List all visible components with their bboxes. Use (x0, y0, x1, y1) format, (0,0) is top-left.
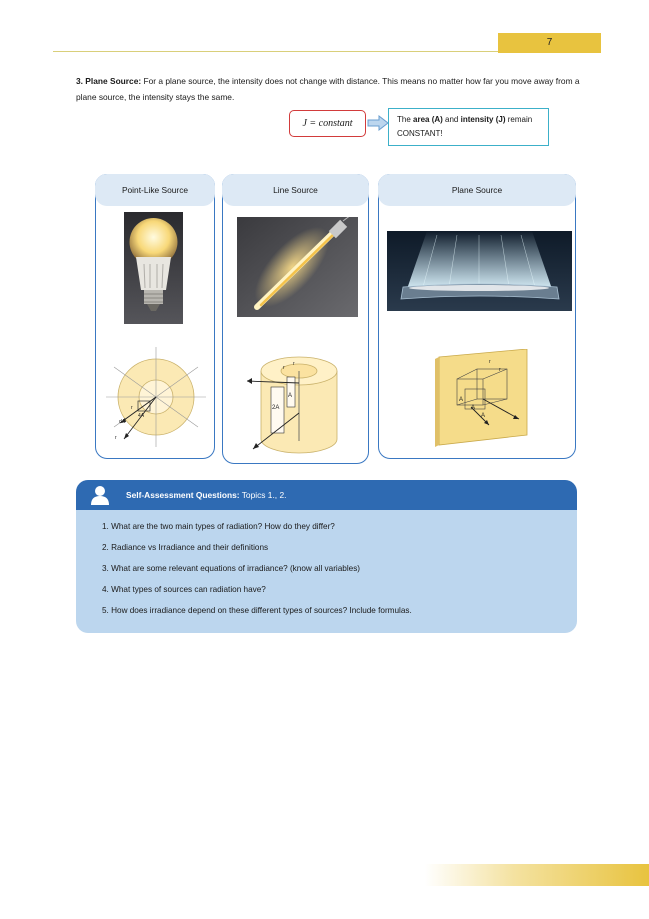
plane-label-A1: A (459, 397, 464, 403)
self-assessment-title: Self-Assessment Questions: (126, 490, 240, 500)
right-arrow-icon (367, 115, 389, 131)
point-label-4A: 4A (138, 413, 145, 419)
bottom-accent-bar (425, 864, 649, 886)
point-label-r: r (131, 405, 133, 411)
question-2: 2. Radiance vs Irradiance and their definitions (102, 543, 269, 552)
point-source-diagram (106, 347, 206, 452)
card-title-plane: Plane Source (378, 174, 576, 206)
card-line-source (222, 174, 369, 464)
line-label-r1: r (283, 365, 285, 371)
self-assessment-topics: Topics 1., 2. (239, 490, 287, 500)
result-text-3: remain CONSTANT! (397, 115, 533, 138)
intro-label: 3. Plane Source: (76, 76, 142, 86)
line-source-diagram (237, 351, 357, 457)
line-label-2A: 2A (272, 405, 280, 411)
plane-label-A2: A (471, 405, 476, 411)
plane-source-diagram (431, 349, 535, 449)
page-number: 7 (498, 33, 601, 53)
result-intensity: intensity (J) (460, 115, 506, 124)
card-title-line: Line Source (222, 174, 369, 206)
formula-box: J = constant (289, 110, 366, 137)
intro-text: For a plane source, the intensity does not change with distance. This means no matter how far you move away from a plane source, the intensity stays the same. (76, 76, 580, 102)
result-text-2: and (442, 115, 461, 124)
card-plane-source (378, 174, 576, 459)
line-label-A: A (288, 393, 293, 399)
result-area: area (A) (413, 115, 443, 124)
card-point-source (95, 174, 215, 459)
plane-label-A3: A (481, 413, 486, 419)
self-assessment-header (76, 480, 577, 510)
point-label-r2: r (115, 435, 117, 441)
plane-label-r2: r (499, 367, 501, 373)
result-text-1: The (397, 115, 414, 124)
top-rule (53, 51, 503, 52)
fluorescent-tube-image (237, 217, 358, 317)
plane-light-panel-image (387, 231, 572, 311)
intro-paragraph (76, 73, 581, 105)
light-bulb-image (124, 212, 183, 324)
result-box (388, 108, 549, 146)
card-title-point: Point-Like Source (95, 174, 215, 206)
plane-label-r1: r (489, 359, 491, 365)
point-label-dA: dA (119, 419, 126, 425)
self-assessment-box (76, 480, 577, 633)
question-3: 3. What are some relevant equations of irradiance? (know all variables) (102, 564, 361, 573)
question-1: 1. What are the two main types of radiation? How do they differ? (102, 522, 335, 531)
question-4: 4. What types of sources can radiation have? (102, 585, 266, 594)
line-label-r2: r (293, 361, 295, 367)
user-icon (89, 484, 111, 506)
question-5: 5. How does irradiance depend on these different types of sources? Include formulas. (102, 606, 412, 615)
